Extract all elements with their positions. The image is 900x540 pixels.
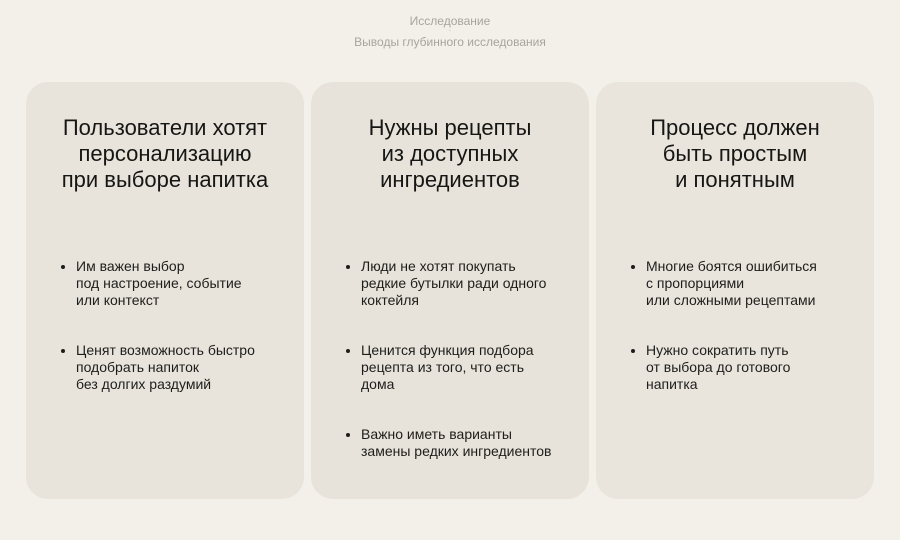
bullet-line: Нужно сократить путь (646, 342, 789, 358)
bullet-item (631, 258, 862, 309)
bullet-list (61, 258, 292, 426)
bullet-line: без долгих раздумий (76, 376, 212, 392)
card-title-line: Процесс должен (650, 115, 820, 140)
card-title-line: ингредиентов (380, 167, 520, 192)
insight-card-recipes (311, 82, 589, 499)
bullet-line: Важно иметь варианты (361, 426, 512, 442)
insight-card-personalization (26, 82, 304, 499)
card-title-line: и понятным (675, 167, 795, 192)
bullet-line: замены редких ингредиентов (361, 443, 552, 459)
bullet-line: дома (361, 376, 395, 392)
card-title-line: Нужны рецепты (368, 115, 532, 140)
card-title (26, 115, 304, 193)
insight-card-simplicity (596, 82, 874, 499)
bullet-list (631, 258, 862, 426)
card-title-line: при выборе напитка (61, 167, 269, 192)
bullet-line: с пропорциями (646, 275, 745, 291)
page-header (0, 14, 900, 50)
bullet-line: от выбора до готового (646, 359, 791, 375)
bullet-line: под настроение, событие (76, 275, 242, 291)
card-title-line: персонализацию (78, 141, 252, 166)
bullet-item (61, 342, 292, 393)
bullet-line: Ценят возможность быстро (76, 342, 255, 358)
bullet-item (346, 426, 577, 460)
bullet-line: или сложными рецептами (646, 292, 816, 308)
card-title (311, 115, 589, 193)
card-title-line: быть простым (662, 141, 808, 166)
bullet-line: редкие бутылки ради одного (361, 275, 547, 291)
bullet-line: подобрать напиток (76, 359, 199, 375)
bullet-item (631, 342, 862, 393)
bullet-line: напитка (646, 376, 698, 392)
page-title: Выводы глубинного исследования (354, 35, 546, 49)
bullet-line: коктейля (361, 292, 419, 308)
section-label: Исследование (409, 14, 491, 28)
bullet-item (346, 342, 577, 393)
separator-dot: · (448, 26, 452, 35)
bullet-item (61, 258, 292, 309)
bullet-line: Многие боятся ошибиться (646, 258, 817, 274)
bullet-line: Им важен выбор (76, 258, 185, 274)
card-title (596, 115, 874, 193)
bullet-line: или контекст (76, 292, 160, 308)
bullet-line: Ценится функция подбора (361, 342, 534, 358)
bullet-line: рецепта из того, что есть (361, 359, 524, 375)
bullet-list (346, 258, 577, 493)
bullet-item (346, 258, 577, 309)
bullet-line: Люди не хотят покупать (361, 258, 516, 274)
card-title-line: из доступных (381, 141, 519, 166)
card-title-line: Пользователи хотят (62, 115, 268, 140)
